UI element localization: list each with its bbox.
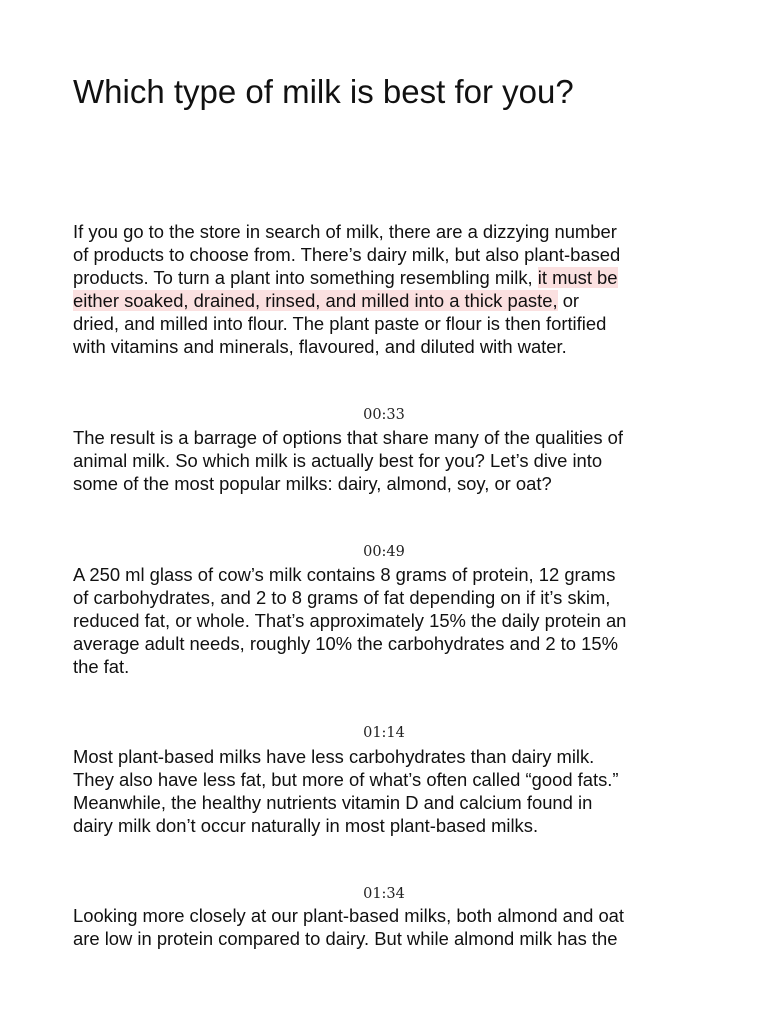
- page-title: Which type of milk is best for you?: [73, 73, 574, 110]
- timestamp: 00:49: [363, 544, 405, 560]
- highlighted-text: either soaked, drained, rinsed, and milled into a thick paste,: [73, 290, 558, 311]
- paragraph-line: of products to choose from. There’s dairy milk, but also plant-based: [73, 244, 621, 265]
- paragraph-line: reduced fat, or whole. That’s approximately 15% the daily protein an: [73, 610, 627, 631]
- text-segment: products. To turn a plant into something resembling milk,: [73, 267, 538, 288]
- paragraph-line: Most plant-based milks have less carbohydrates than dairy milk.: [73, 746, 595, 767]
- paragraph-line: Meanwhile, the healthy nutrients vitamin D and calcium found in: [73, 792, 593, 813]
- highlighted-text: it must be: [537, 267, 618, 288]
- paragraph-line: They also have less fat, but more of what’s often called “good fats.”: [73, 769, 619, 790]
- paragraph-line: A 250 ml glass of cow’s milk contains 8 grams of protein, 12 grams: [73, 564, 616, 585]
- paragraph-line: [73, 266, 703, 289]
- paragraph-line: of carbohydrates, and 2 to 8 grams of fat depending on if it’s skim,: [73, 587, 611, 608]
- paragraph-line: Looking more closely at our plant-based milks, both almond and oat: [73, 905, 625, 926]
- paragraph-line: some of the most popular milks: dairy, almond, soy, or oat?: [73, 473, 552, 494]
- paragraph-line: with vitamins and minerals, flavoured, and diluted with water.: [73, 336, 567, 357]
- paragraph-line: are low in protein compared to dairy. But while almond milk has the: [73, 928, 618, 949]
- text-segment: or: [557, 290, 580, 311]
- paragraph-line: If you go to the store in search of milk, there are a dizzying number: [73, 221, 617, 242]
- paragraph-line: dried, and milled into flour. The plant paste or flour is then fortified: [73, 313, 607, 334]
- paragraph-line: [73, 289, 703, 312]
- paragraph-line: The result is a barrage of options that share many of the qualities of: [73, 427, 623, 448]
- transcript-paragraph: [73, 426, 703, 495]
- intro-paragraph: [73, 220, 703, 358]
- timestamp: 01:14: [363, 725, 405, 741]
- timestamp: 01:34: [363, 886, 405, 902]
- paragraph-line: animal milk. So which milk is actually best for you? Let’s dive into: [73, 450, 603, 471]
- timestamp: 00:33: [363, 407, 405, 423]
- paragraph-line: average adult needs, roughly 10% the carbohydrates and 2 to 15%: [73, 633, 618, 654]
- paragraph-line: dairy milk don’t occur naturally in most plant-based milks.: [73, 815, 539, 836]
- transcript-paragraph: [73, 745, 703, 837]
- transcript-paragraph: [73, 904, 703, 950]
- paragraph-line: the fat.: [73, 656, 130, 677]
- transcript-paragraph: [73, 563, 703, 678]
